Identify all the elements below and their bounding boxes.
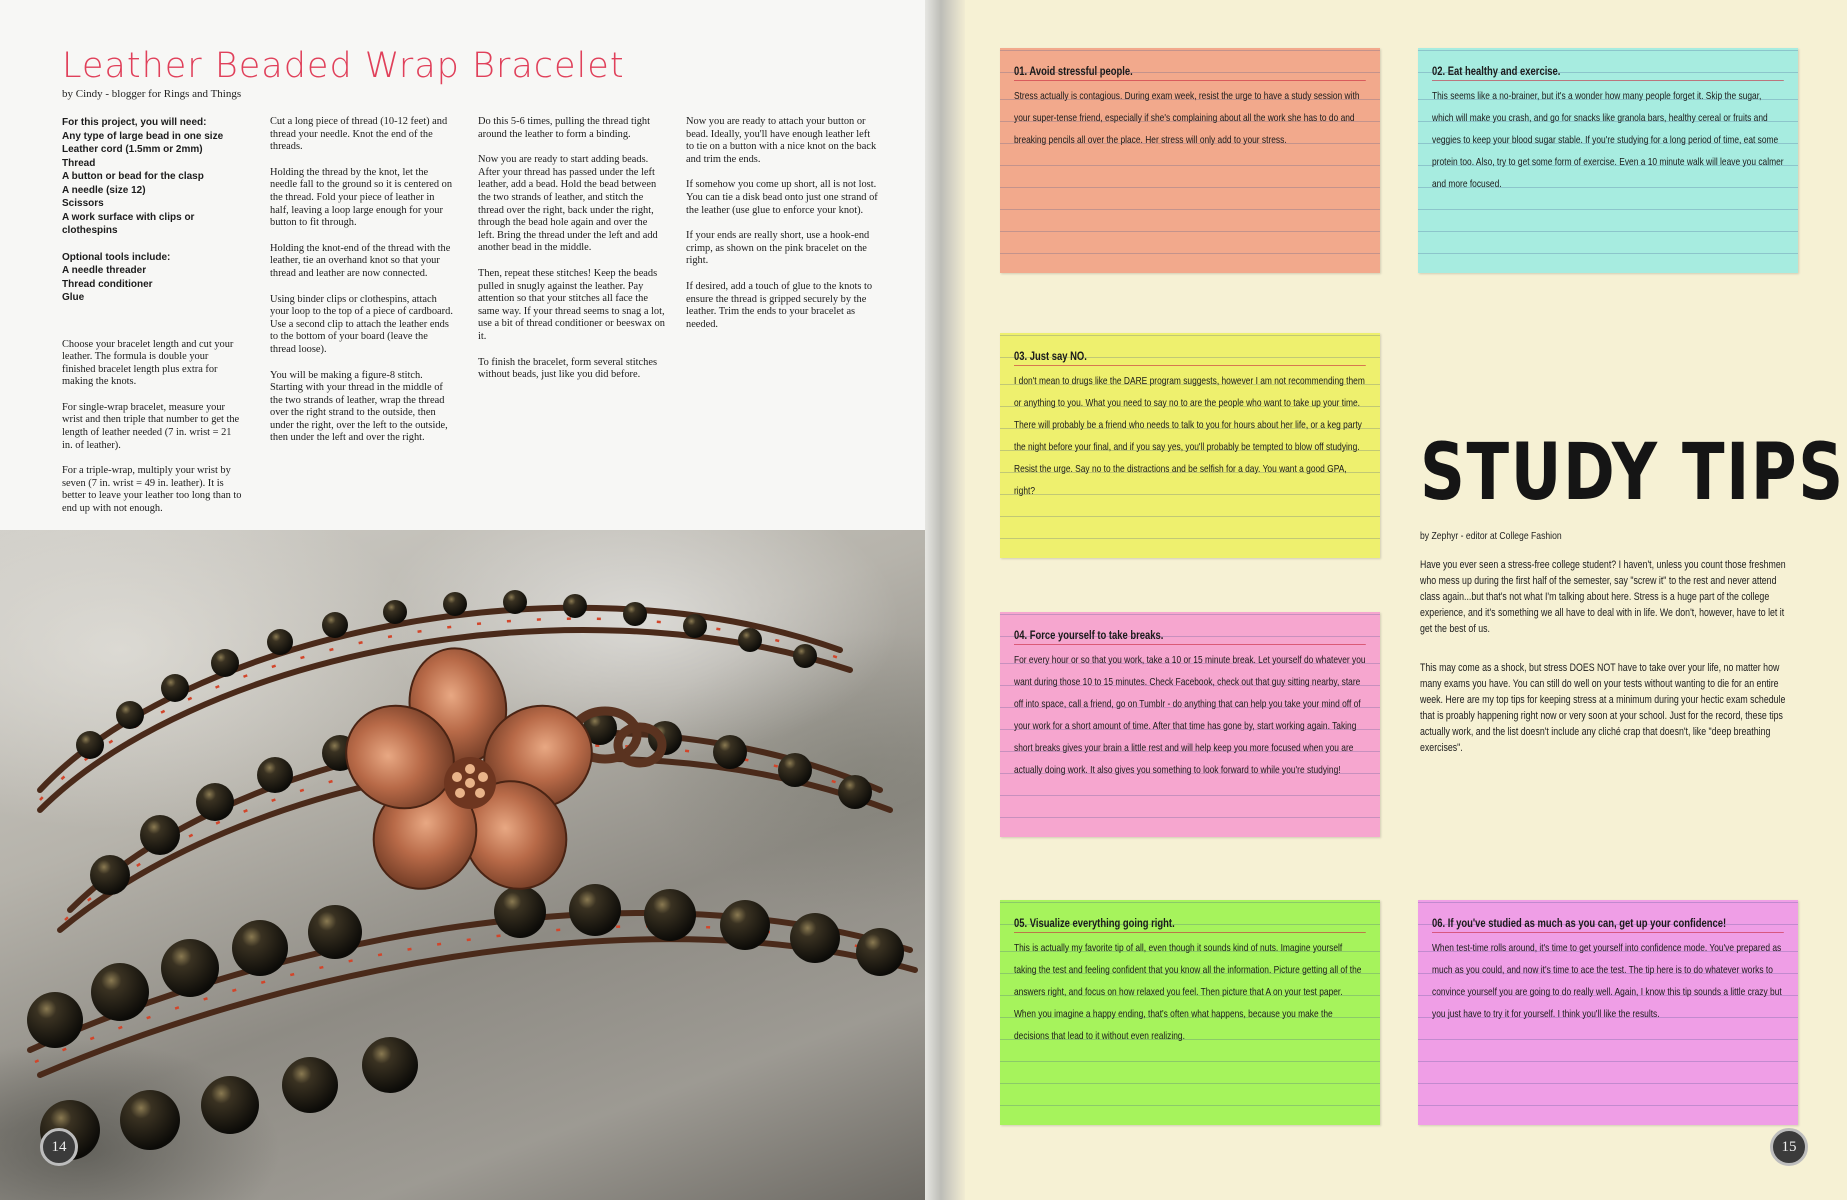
tip-title: 06. If you've studied as much as you can, get up your confidence! (1432, 918, 1784, 933)
flower-button (327, 641, 610, 908)
tip-card-1 (1000, 48, 1380, 273)
optional-tools-item: A needle threader (62, 265, 147, 276)
paragraph: Now you are ready to attach your button or bead. Ideally, you'll have enough leather left to tie on a button with a nice knot on the back and trim the ends. (686, 116, 877, 165)
materials-item: Scissors (62, 198, 104, 209)
study-tips-byline: by Zephyr - editor at College Fashion (1420, 530, 1562, 542)
tip-body: For every hour or so that you work, take a 10 or 15 minute break. Let yourself do whatever you want during those 10 to 15 minutes. Check Facebook, check out that guy sitting nearby, stare off into space, call a friend, go on Tumblr - do anything that can help you take your mind off of your work for a short amount of time. After that time has gone by, start working again. Taking short breaks gives your brain a little rest and will help keep you more focused when you are actually doing work. It also gives you something to look forward to while you're studying! (1014, 654, 1366, 776)
materials-item: For this project, you will need: (62, 117, 207, 128)
paragraph: If desired, add a touch of glue to the knots to ensure the thread is gripped securely by the leather. Trim the ends to your bracelet as needed. (686, 280, 873, 330)
bracelet-photo (0, 530, 925, 1200)
tip-body: Stress actually is contagious. During exam week, resist the urge to have a study session with your super-tense friend, especially if she's complaining about all the work she has to do and breaking pencils all over the place. Her stress will only add to your stress. (1014, 90, 1360, 146)
tip-card-6 (1418, 900, 1798, 1125)
paragraph: Holding the thread by the knot, let the needle fall to the ground so it is centered on the thread. Fold your piece of leather in half, leaving a loop large enough for your button to fit through. (270, 166, 453, 229)
optional-tools-item: Glue (62, 292, 85, 303)
text-column-3 (478, 116, 666, 395)
paragraph: Choose your bracelet length and cut your leather. The formula is double your finished bracelet length plus extra for making the knots. (62, 338, 234, 388)
paragraph: For single-wrap bracelet, measure your wrist and then triple that number to get the length of leather needed (7 in. wrist = 21 in. of leather). (62, 401, 240, 451)
tip-card-4 (1000, 612, 1380, 837)
paragraph: If your ends are really short, use a hook-end crimp, as shown on the pink bracelet on the right. (686, 230, 870, 267)
optional-tools-item: Thread conditioner (62, 278, 153, 290)
text-column-1 (62, 116, 244, 529)
text-column-4 (686, 116, 878, 344)
optional-tools-list (62, 251, 244, 305)
paragraph: Now you are ready to start adding beads. After your thread has passed under the left leather, add a bead. Hold the bead between the two strands of leather, and stitch the thread over the right, back under the right, through the bead hole again and over the left. Bring the thread under the left and add another bead in the middle. (478, 154, 658, 254)
paragraph: Cut a long piece of thread (10-12 feet) and thread your needle. Knot the end of the threads. (270, 116, 448, 153)
paragraph: Using binder clips or clothespins, attach your loop to the top of a piece of cardboard. Use a second clip to attach the leather ends to the bottom of your board (leave the thread loose). (270, 293, 453, 355)
materials-item: Any type of large bead in one size (62, 130, 224, 142)
paragraph: Holding the knot-end of the thread with the leather, tie an overhand knot so that your thread and leather are now connected. (270, 242, 451, 279)
article-byline: by Cindy - blogger for Rings and Things (62, 88, 242, 100)
page-number-right: 15 (1770, 1128, 1808, 1166)
tip-card-3 (1000, 333, 1380, 558)
tip-title: 01. Avoid stressful people. (1014, 66, 1366, 81)
paragraph: If somehow you come up short, all is not lost. You can tie a disk bead onto just one strand of the leather (use glue to enforce your knot). (686, 179, 878, 216)
tip-title: 02. Eat healthy and exercise. (1432, 66, 1784, 81)
optional-tools-item: Optional tools include: (62, 251, 171, 263)
tip-card-2 (1418, 48, 1798, 273)
materials-item: Leather cord (1.5mm or 2mm) (62, 144, 203, 155)
tip-title: 04. Force yourself to take breaks. (1014, 630, 1366, 645)
tip-title: 05. Visualize everything going right. (1014, 918, 1366, 933)
text-column-2 (270, 116, 455, 458)
tip-title: 03. Just say NO. (1014, 351, 1366, 366)
study-tips-title: STUDY TIPS (1420, 428, 1845, 518)
tip-body: When test-time rolls around, it's time to get yourself into confidence mode. You've prepared as much as you could, and now it's time to ace the test. The tip here is to do whatever works to convince yourself you are going to do really well. Again, I know this tip sounds a little crazy but you just have to try it for yourself. I think you'll like the results. (1432, 942, 1782, 1020)
right-page (965, 0, 1847, 1200)
tip-card-5 (1000, 900, 1380, 1125)
materials-item: clothespins (62, 225, 118, 236)
paragraph: To finish the bracelet, form several stitches without beads, just like you did before. (478, 356, 658, 381)
intro-paragraph: Have you ever seen a stress-free college student? I haven't, unless you count those freshmen who mess up during the first half of the semester, say "screw it" to the rest and never attend class again...but that's not what I'm talking about here. Stress is a huge part of the college experience, and it's something we all have to deal with in life. We don't, however, have to let it get the best of us. (1420, 559, 1786, 635)
paragraph: For a triple-wrap, multiply your wrist by seven (7 in. wrist = 49 in. leather). It is better to leave your leather too long than to end up with not enough. (62, 465, 242, 515)
paragraph: Do this 5-6 times, pulling the thread tight around the leather to form a binding. (478, 116, 651, 140)
materials-item: A button or bead for the clasp (62, 171, 204, 182)
materials-list (62, 116, 244, 238)
materials-item: Thread (62, 157, 96, 169)
tip-body: I don't mean to drugs like the DARE program suggests, however I am not recommending them or anything to you. What you need to say no to are the people who want to take up your time. There will probably be a friend who needs to talk to you for hours about her life, or a keg party the night before your final, and if you say yes, you'll probably be tempted to blow off studying. Resist the urge. Say no to the distractions and be selfish for a day. You want a good GPA, right? (1014, 375, 1365, 497)
paragraph: You will be making a figure-8 stitch. Starting with your thread in the middle of the two strands of leather, wrap the thread over the right strand to the outside, then under the right, over the left to the outside, then under the left and over the right. (270, 369, 448, 444)
paragraph: Then, repeat these stitches! Keep the beads pulled in snugly against the leather. Pay attention so that your stitches all face the same way. If your thread seems to snag a lot, use a bit of thread conditioner or beeswax on it. (478, 267, 665, 342)
materials-item: A needle (size 12) (62, 184, 146, 196)
materials-item: A work surface with clips or (62, 211, 195, 223)
bracelet-illustration (0, 530, 925, 1200)
article-title: Leather Beaded Wrap Bracelet (62, 46, 625, 86)
intro-paragraph: This may come as a shock, but stress DOES NOT have to take over your life, no matter how many exams you have. You can still do well on your tests without wanting to die for an entire week. Here are my top tips for keeping stress at a minimum during your hectic exam schedule that is proably happening right now or very soon at your school. Just for the record, these tips actually work, and the list doesn't include any cliché crap that doesn't, like "deep breathing exercises". (1420, 662, 1786, 754)
page-number-left: 14 (40, 1128, 78, 1166)
book-spine (925, 0, 965, 1200)
tip-body: This is actually my favorite tip of all, even though it sounds kind of nuts. Imagine yourself taking the test and feeling confident that you know all the information. Picture getting all of the answers right, and focus on how relaxed you feel. Then picture that A on your test paper. When you imagine a happy ending, that's often what happens, because you make the decisions that lead to it without even realizing. (1014, 942, 1362, 1042)
tip-body: This seems like a no-brainer, but it's a wonder how many people forget it. Skip the sugar, which will make you crash, and go for snacks like granola bars, healthy cereal or fruits and veggies to keep your blood sugar stable. If you're studying for a long period of time, eat some protein too. Also, try to get some form of exercise. Even a 10 minute walk will leave you calmer and more focused. (1432, 90, 1784, 190)
